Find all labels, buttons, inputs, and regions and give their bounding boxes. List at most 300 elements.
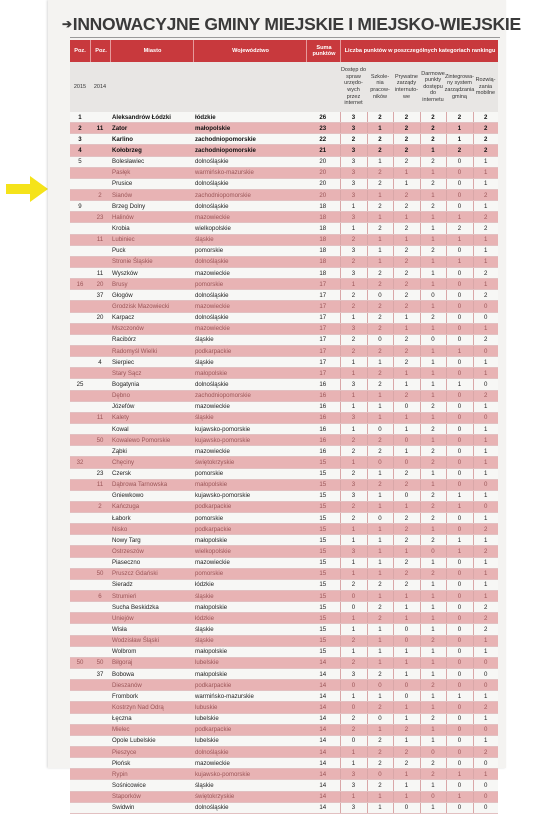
cell-pos-2015: 2 xyxy=(70,123,90,134)
cell-online-services: 1 xyxy=(340,312,367,323)
table-row xyxy=(70,267,498,278)
cell-town: Karlino xyxy=(110,134,193,145)
cell-online-services: 3 xyxy=(340,156,367,167)
cell-pos-2015 xyxy=(70,546,90,557)
cell-sum: 17 xyxy=(306,290,340,301)
cell-voivodeship: łódzkie xyxy=(193,579,306,590)
cell-free-hotspots: 2 xyxy=(420,501,446,512)
cell-private-boards: 1 xyxy=(393,368,420,379)
table-row xyxy=(70,290,498,301)
cell-private-boards: 2 xyxy=(393,468,420,479)
cell-online-services: 1 xyxy=(340,368,367,379)
cell-free-hotspots: 1 xyxy=(420,613,446,624)
cell-pos-2014 xyxy=(90,178,110,189)
cell-pos-2014: 4 xyxy=(90,357,110,368)
cell-staff-training: 2 xyxy=(367,780,393,791)
cell-private-boards: 2 xyxy=(393,357,420,368)
table-row xyxy=(70,178,498,189)
cell-online-services: 1 xyxy=(340,390,367,401)
cell-town: Opole Lubelskie xyxy=(110,735,193,746)
cell-pos-2014 xyxy=(90,546,110,557)
cell-integrated-system: 0 xyxy=(446,602,473,613)
cell-staff-training: 2 xyxy=(367,702,393,713)
table-row xyxy=(70,301,498,312)
cell-mobile-solutions: 2 xyxy=(473,145,498,156)
cell-sum: 15 xyxy=(306,646,340,657)
cell-town: Nisko xyxy=(110,524,193,535)
table-row xyxy=(70,546,498,557)
cell-pos-2015 xyxy=(70,167,90,178)
cell-mobile-solutions: 0 xyxy=(473,724,498,735)
cell-online-services: 2 xyxy=(340,468,367,479)
cell-sum: 17 xyxy=(306,301,340,312)
cell-integrated-system: 1 xyxy=(446,791,473,802)
cell-pos-2014: 2 xyxy=(90,189,110,200)
cell-mobile-solutions: 2 xyxy=(473,290,498,301)
cell-free-hotspots: 2 xyxy=(420,769,446,780)
cell-voivodeship: śląskie xyxy=(193,357,306,368)
cell-mobile-solutions: 1 xyxy=(473,435,498,446)
cell-town: Kańczuga xyxy=(110,501,193,512)
cell-pos-2015 xyxy=(70,312,90,323)
cell-free-hotspots: 1 xyxy=(420,223,446,234)
cell-staff-training: 1 xyxy=(367,156,393,167)
cell-voivodeship: mazowieckie xyxy=(193,267,306,278)
table-row xyxy=(70,579,498,590)
cell-mobile-solutions: 0 xyxy=(473,412,498,423)
cell-mobile-solutions: 2 xyxy=(473,267,498,278)
cell-pos-2014: 6 xyxy=(90,591,110,602)
cell-mobile-solutions: 0 xyxy=(473,301,498,312)
header-pos-2014: Poz. xyxy=(90,40,111,62)
cell-private-boards: 2 xyxy=(393,156,420,167)
cell-voivodeship: śląskie xyxy=(193,234,306,245)
cell-voivodeship: śląskie xyxy=(193,412,306,423)
cell-town: Czersk xyxy=(110,468,193,479)
cell-sum: 15 xyxy=(306,568,340,579)
cell-pos-2014 xyxy=(90,334,110,345)
cell-town: Uniejów xyxy=(110,613,193,624)
cell-private-boards: 0 xyxy=(393,490,420,501)
cell-staff-training: 1 xyxy=(367,535,393,546)
cell-free-hotspots: 1 xyxy=(420,234,446,245)
cell-pos-2015 xyxy=(70,758,90,769)
cell-voivodeship: śląskie xyxy=(193,334,306,345)
table-row xyxy=(70,635,498,646)
cell-private-boards: 2 xyxy=(393,345,420,356)
cell-free-hotspots: 1 xyxy=(420,368,446,379)
cell-town: Piaseczno xyxy=(110,557,193,568)
cell-town: Frombork xyxy=(110,691,193,702)
cell-pos-2015 xyxy=(70,301,90,312)
cell-pos-2014 xyxy=(90,780,110,791)
cell-pos-2015 xyxy=(70,423,90,434)
cell-staff-training: 1 xyxy=(367,357,393,368)
cell-pos-2015 xyxy=(70,535,90,546)
subheader-mobile-solutions: Rozwią- zania mobilne xyxy=(475,77,496,97)
cell-staff-training: 1 xyxy=(367,724,393,735)
cell-online-services: 2 xyxy=(340,345,367,356)
cell-staff-training: 1 xyxy=(367,635,393,646)
cell-staff-training: 0 xyxy=(367,290,393,301)
cell-free-hotspots: 1 xyxy=(420,145,446,156)
cell-voivodeship: dolnośląskie xyxy=(193,379,306,390)
cell-sum: 15 xyxy=(306,479,340,490)
cell-voivodeship: lubuskie xyxy=(193,702,306,713)
cell-integrated-system: 2 xyxy=(446,145,473,156)
cell-online-services: 3 xyxy=(340,412,367,423)
cell-integrated-system: 0 xyxy=(446,680,473,691)
cell-free-hotspots: 2 xyxy=(420,535,446,546)
cell-online-services: 3 xyxy=(340,245,367,256)
cell-sum: 14 xyxy=(306,657,340,668)
cell-online-services: 3 xyxy=(340,802,367,813)
title-text: INNOWACYJNE GMINY MIEJSKIE I MIEJSKO-WIEJSKIE xyxy=(72,14,521,34)
cell-online-services: 1 xyxy=(340,747,367,758)
cell-pos-2014 xyxy=(90,368,110,379)
cell-staff-training: 2 xyxy=(367,267,393,278)
cell-private-boards: 1 xyxy=(393,501,420,512)
cell-staff-training: 1 xyxy=(367,123,393,134)
cell-pos-2014: 11 xyxy=(90,412,110,423)
table-row xyxy=(70,780,498,791)
cell-private-boards: 2 xyxy=(393,301,420,312)
cell-town: Dębno xyxy=(110,390,193,401)
cell-pos-2014 xyxy=(90,724,110,735)
cell-voivodeship: pomorskie xyxy=(193,245,306,256)
table-row xyxy=(70,368,498,379)
cell-free-hotspots: 0 xyxy=(420,747,446,758)
table-row xyxy=(70,557,498,568)
cell-integrated-system: 1 xyxy=(446,123,473,134)
cell-integrated-system: 0 xyxy=(446,591,473,602)
cell-voivodeship: wielkopolskie xyxy=(193,546,306,557)
cell-free-hotspots: 2 xyxy=(420,178,446,189)
cell-pos-2015 xyxy=(70,189,90,200)
cell-mobile-solutions: 1 xyxy=(473,446,498,457)
cell-online-services: 3 xyxy=(340,145,367,156)
cell-online-services: 1 xyxy=(340,758,367,769)
cell-mobile-solutions: 0 xyxy=(473,669,498,680)
cell-pos-2015 xyxy=(70,212,90,223)
cell-integrated-system: 0 xyxy=(446,167,473,178)
cell-pos-2015 xyxy=(70,256,90,267)
cell-voivodeship: małopolskie xyxy=(193,646,306,657)
cell-sum: 26 xyxy=(306,112,340,123)
cell-pos-2014 xyxy=(90,624,110,635)
cell-town: Bogatynia xyxy=(110,379,193,390)
cell-sum: 20 xyxy=(306,167,340,178)
cell-mobile-solutions: 2 xyxy=(473,546,498,557)
cell-town: Rypin xyxy=(110,769,193,780)
cell-town: Kołobrzeg xyxy=(110,145,193,156)
cell-free-hotspots: 2 xyxy=(420,635,446,646)
table-row xyxy=(70,446,498,457)
cell-sum: 16 xyxy=(306,435,340,446)
cell-pos-2015 xyxy=(70,724,90,735)
cell-free-hotspots: 2 xyxy=(420,112,446,123)
cell-online-services: 0 xyxy=(340,680,367,691)
cell-pos-2015 xyxy=(70,669,90,680)
cell-private-boards: 1 xyxy=(393,769,420,780)
cell-integrated-system: 0 xyxy=(446,702,473,713)
cell-pos-2015 xyxy=(70,390,90,401)
cell-sum: 18 xyxy=(306,234,340,245)
cell-sum: 17 xyxy=(306,334,340,345)
cell-pos-2015 xyxy=(70,267,90,278)
cell-integrated-system: 0 xyxy=(446,312,473,323)
cell-free-hotspots: 0 xyxy=(420,546,446,557)
cell-town: Sianów xyxy=(110,189,193,200)
cell-online-services: 0 xyxy=(340,602,367,613)
table-row xyxy=(70,357,498,368)
cell-online-services: 1 xyxy=(340,401,367,412)
cell-online-services: 1 xyxy=(340,524,367,535)
cell-mobile-solutions: 1 xyxy=(473,691,498,702)
cell-pos-2015 xyxy=(70,735,90,746)
cell-online-services: 3 xyxy=(340,669,367,680)
cell-mobile-solutions: 1 xyxy=(473,635,498,646)
cell-town: Biłgoraj xyxy=(110,657,193,668)
cell-online-services: 3 xyxy=(340,780,367,791)
cell-pos-2015: 5 xyxy=(70,156,90,167)
cell-pos-2014: 50 xyxy=(90,435,110,446)
cell-free-hotspots: 1 xyxy=(420,167,446,178)
cell-mobile-solutions: 1 xyxy=(473,769,498,780)
cell-voivodeship: lubelskie xyxy=(193,657,306,668)
cell-town: Zator xyxy=(110,123,193,134)
cell-free-hotspots: 2 xyxy=(420,680,446,691)
cell-staff-training: 1 xyxy=(367,390,393,401)
cell-pos-2014 xyxy=(90,747,110,758)
cell-online-services: 0 xyxy=(340,735,367,746)
cell-sum: 15 xyxy=(306,490,340,501)
cell-sum: 16 xyxy=(306,446,340,457)
cell-free-hotspots: 1 xyxy=(420,279,446,290)
table-row xyxy=(70,646,498,657)
title-arrow-icon: ➔ xyxy=(62,17,72,31)
cell-mobile-solutions: 0 xyxy=(473,479,498,490)
cell-free-hotspots: 2 xyxy=(420,156,446,167)
cell-free-hotspots: 0 xyxy=(420,334,446,345)
cell-pos-2014 xyxy=(90,713,110,724)
cell-pos-2014: 11 xyxy=(90,123,110,134)
table-row xyxy=(70,724,498,735)
cell-online-services: 2 xyxy=(340,657,367,668)
cell-online-services: 1 xyxy=(340,201,367,212)
cell-integrated-system: 0 xyxy=(446,401,473,412)
cell-online-services: 3 xyxy=(340,323,367,334)
cell-mobile-solutions: 0 xyxy=(473,379,498,390)
cell-pos-2015 xyxy=(70,624,90,635)
cell-staff-training: 2 xyxy=(367,134,393,145)
cell-sum: 17 xyxy=(306,312,340,323)
cell-private-boards: 2 xyxy=(393,334,420,345)
cell-free-hotspots: 2 xyxy=(420,245,446,256)
cell-integrated-system: 2 xyxy=(446,112,473,123)
cell-pos-2015 xyxy=(70,234,90,245)
cell-integrated-system: 0 xyxy=(446,802,473,813)
cell-town: Grodzisk Mazowiecki xyxy=(110,301,193,312)
table-row xyxy=(70,602,498,613)
cell-voivodeship: dolnośląskie xyxy=(193,178,306,189)
cell-town: Wyszków xyxy=(110,267,193,278)
cell-free-hotspots: 1 xyxy=(420,390,446,401)
cell-pos-2014: 37 xyxy=(90,290,110,301)
cell-private-boards: 2 xyxy=(393,747,420,758)
cell-private-boards: 2 xyxy=(393,112,420,123)
table-row xyxy=(70,758,498,769)
cell-staff-training: 0 xyxy=(367,334,393,345)
table-row xyxy=(70,323,498,334)
cell-mobile-solutions: 2 xyxy=(473,223,498,234)
cell-online-services: 2 xyxy=(340,301,367,312)
cell-sum: 16 xyxy=(306,390,340,401)
cell-pos-2014 xyxy=(90,802,110,813)
cell-mobile-solutions: 1 xyxy=(473,557,498,568)
cell-staff-training: 2 xyxy=(367,379,393,390)
table-row xyxy=(70,735,498,746)
cell-staff-training: 2 xyxy=(367,479,393,490)
cell-town: Karpacz xyxy=(110,312,193,323)
cell-free-hotspots: 0 xyxy=(420,791,446,802)
cell-town: Pruszcz Gdański xyxy=(110,568,193,579)
cell-pos-2014: 50 xyxy=(90,568,110,579)
cell-integrated-system: 0 xyxy=(446,524,473,535)
cell-free-hotspots: 1 xyxy=(420,345,446,356)
table-row xyxy=(70,423,498,434)
cell-mobile-solutions: 1 xyxy=(473,579,498,590)
cell-town: Płońsk xyxy=(110,758,193,769)
cell-staff-training: 2 xyxy=(367,758,393,769)
cell-private-boards: 2 xyxy=(393,524,420,535)
table-row xyxy=(70,613,498,624)
cell-free-hotspots: 1 xyxy=(420,189,446,200)
cell-town: Kalety xyxy=(110,412,193,423)
cell-online-services: 2 xyxy=(340,290,367,301)
cell-voivodeship: małopolskie xyxy=(193,479,306,490)
cell-online-services: 3 xyxy=(340,267,367,278)
cell-private-boards: 2 xyxy=(393,123,420,134)
cell-pos-2015 xyxy=(70,357,90,368)
cell-free-hotspots: 1 xyxy=(420,591,446,602)
cell-online-services: 2 xyxy=(340,579,367,590)
cell-online-services: 1 xyxy=(340,691,367,702)
cell-staff-training: 2 xyxy=(367,368,393,379)
table-row xyxy=(70,256,498,267)
cell-pos-2014 xyxy=(90,513,110,524)
cell-pos-2015 xyxy=(70,468,90,479)
cell-mobile-solutions: 1 xyxy=(473,401,498,412)
table-row xyxy=(70,112,498,123)
cell-voivodeship: warmińsko-mazurskie xyxy=(193,167,306,178)
cell-integrated-system: 0 xyxy=(446,245,473,256)
cell-pos-2015 xyxy=(70,490,90,501)
cell-pos-2015 xyxy=(70,524,90,535)
table-row xyxy=(70,279,498,290)
cell-free-hotspots: 1 xyxy=(420,780,446,791)
cell-mobile-solutions: 1 xyxy=(473,234,498,245)
table-row xyxy=(70,691,498,702)
cell-free-hotspots: 2 xyxy=(420,758,446,769)
cell-mobile-solutions: 1 xyxy=(473,457,498,468)
cell-town: Halinów xyxy=(110,212,193,223)
cell-town: Prusice xyxy=(110,178,193,189)
cell-sum: 14 xyxy=(306,747,340,758)
cell-online-services: 1 xyxy=(340,423,367,434)
table-row xyxy=(70,234,498,245)
cell-town: Bolesławiec xyxy=(110,156,193,167)
cell-voivodeship: dolnośląskie xyxy=(193,156,306,167)
cell-town: Aleksandrów Łódzki xyxy=(110,112,193,123)
cell-town: Wolbrom xyxy=(110,646,193,657)
cell-sum: 15 xyxy=(306,635,340,646)
cell-town: Gniewkowo xyxy=(110,490,193,501)
cell-online-services: 3 xyxy=(340,212,367,223)
cell-pos-2014: 20 xyxy=(90,279,110,290)
table-row xyxy=(70,156,498,167)
cell-town: Sierpiec xyxy=(110,357,193,368)
cell-pos-2015 xyxy=(70,245,90,256)
cell-pos-2014 xyxy=(90,691,110,702)
cell-voivodeship: kujawsko-pomorskie xyxy=(193,490,306,501)
cell-integrated-system: 0 xyxy=(446,156,473,167)
cell-town: Brzeg Dolny xyxy=(110,201,193,212)
cell-staff-training: 0 xyxy=(367,680,393,691)
header-voivodeship: Województwo xyxy=(193,40,307,62)
cell-pos-2015: 32 xyxy=(70,457,90,468)
cell-pos-2014: 37 xyxy=(90,669,110,680)
cell-mobile-solutions: 0 xyxy=(473,680,498,691)
cell-online-services: 1 xyxy=(340,557,367,568)
cell-mobile-solutions: 1 xyxy=(473,245,498,256)
cell-voivodeship: świętokrzyskie xyxy=(193,457,306,468)
cell-town: Bobowa xyxy=(110,669,193,680)
cell-free-hotspots: 1 xyxy=(420,557,446,568)
cell-town: Wodzisław Śląski xyxy=(110,635,193,646)
cell-voivodeship: lubelskie xyxy=(193,735,306,746)
cell-online-services: 2 xyxy=(340,713,367,724)
cell-staff-training: 2 xyxy=(367,435,393,446)
cell-mobile-solutions: 2 xyxy=(473,390,498,401)
cell-staff-training: 1 xyxy=(367,646,393,657)
table-row xyxy=(70,201,498,212)
table-row xyxy=(70,680,498,691)
table-row xyxy=(70,312,498,323)
cell-online-services: 2 xyxy=(340,334,367,345)
cell-pos-2015 xyxy=(70,791,90,802)
cell-online-services: 1 xyxy=(340,223,367,234)
cell-private-boards: 1 xyxy=(393,702,420,713)
table-row xyxy=(70,769,498,780)
subheader-year-2014: 2014 xyxy=(93,83,107,90)
cell-voivodeship: dolnośląskie xyxy=(193,256,306,267)
cell-integrated-system: 0 xyxy=(446,189,473,200)
arrow-pointer-icon xyxy=(6,174,48,204)
cell-integrated-system: 0 xyxy=(446,334,473,345)
table-row xyxy=(70,123,498,134)
cell-integrated-system: 0 xyxy=(446,423,473,434)
cell-integrated-system: 0 xyxy=(446,201,473,212)
cell-mobile-solutions: 1 xyxy=(473,279,498,290)
table-row xyxy=(70,189,498,200)
cell-integrated-system: 0 xyxy=(446,747,473,758)
table-row xyxy=(70,669,498,680)
cell-private-boards: 2 xyxy=(393,535,420,546)
cell-pos-2014 xyxy=(90,791,110,802)
cell-integrated-system: 0 xyxy=(446,669,473,680)
cell-pos-2014 xyxy=(90,390,110,401)
